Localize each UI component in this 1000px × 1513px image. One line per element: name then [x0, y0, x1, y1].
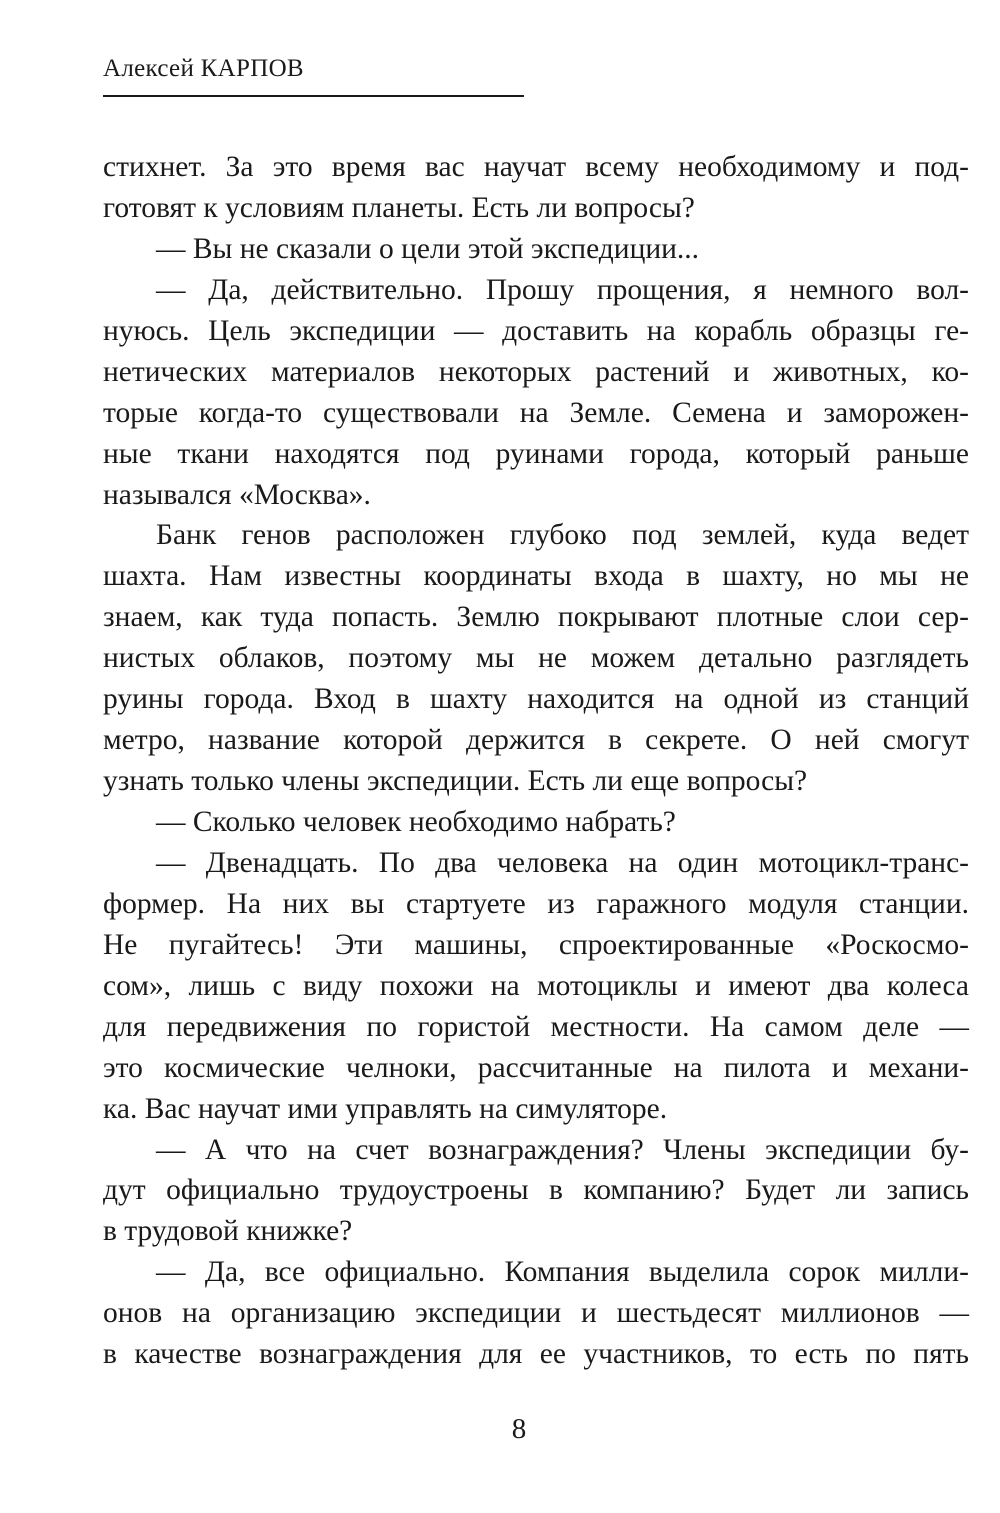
text-line: торые когда-то существовали на Земле. Семена и заморожен- — [103, 396, 969, 429]
text-line: формер. На них вы стартуете из гаражного модуля станции. — [103, 887, 969, 920]
text-line: — Да, все официально. Компания выделила сорок милли- — [156, 1256, 969, 1289]
page-number: 8 — [511, 1413, 527, 1445]
text-line: знаем, как туда попасть. Землю покрывают плотные слои сер- — [103, 601, 969, 634]
text-line: метро, название которой держится в секрете. О ней смогут — [103, 724, 969, 757]
page-body — [103, 147, 969, 1375]
text-line: дут официально трудоустроены в компанию? Будет ли запись — [103, 1174, 969, 1207]
text-line: — Вы не сказали о цели этой экспедиции... — [156, 232, 700, 265]
header-rule — [103, 95, 524, 97]
text-line: ные ткани находятся под руинами города, который раньше — [103, 437, 969, 470]
text-line: Не пугайтесь! Эти машины, спроектированные «Роскосмо- — [103, 928, 969, 961]
text-line: это космические челноки, рассчитанные на пилота и механи- — [103, 1051, 969, 1084]
running-header: Алексей КАРПОВ — [103, 55, 304, 82]
text-line: нистых облаков, поэтому мы не можем детально разглядеть — [103, 642, 969, 675]
text-line: ка. Вас научат ими управлять на симуляторе. — [103, 1092, 668, 1125]
text-line: нуюсь. Цель экспедиции — доставить на корабль образцы ге- — [103, 314, 969, 347]
text-line: сом», лишь с виду похожи на мотоциклы и имеют два колеса — [103, 969, 969, 1002]
text-line: — Двенадцать. По два человека на один мотоцикл-транс- — [156, 846, 969, 879]
text-line: — Сколько человек необходимо набрать? — [156, 806, 676, 838]
text-line: узнать только члены экспедиции. Есть ли еще вопросы? — [103, 765, 808, 798]
text-line: в качестве вознаграждения для ее участников, то есть по пять — [103, 1338, 969, 1371]
text-line: назывался «Москва». — [103, 478, 371, 511]
text-line: Банк генов расположен глубоко под землей, куда ведет — [156, 519, 969, 552]
text-line: в трудовой книжке? — [103, 1215, 353, 1248]
text-line: стихнет. За это время вас научат всему необходимому и под- — [103, 151, 969, 183]
text-line: для передвижения по гористой местности. На самом деле — — [103, 1010, 969, 1043]
text-line: нетических материалов некоторых растений и животных, ко- — [103, 355, 969, 388]
text-line: — А что на счет вознаграждения? Члены экспедиции бу- — [156, 1133, 969, 1166]
text-line: готовят к условиям планеты. Есть ли вопросы? — [103, 191, 695, 224]
text-line: шахта. Нам известны координаты входа в шахту, но мы не — [103, 560, 969, 593]
text-line: — Да, действительно. Прошу прощения, я немного вол- — [156, 273, 969, 306]
text-line: руины города. Вход в шахту находится на одной из станций — [103, 683, 969, 716]
text-line: онов на организацию экспедиции и шестьдесят миллионов — — [103, 1297, 969, 1330]
